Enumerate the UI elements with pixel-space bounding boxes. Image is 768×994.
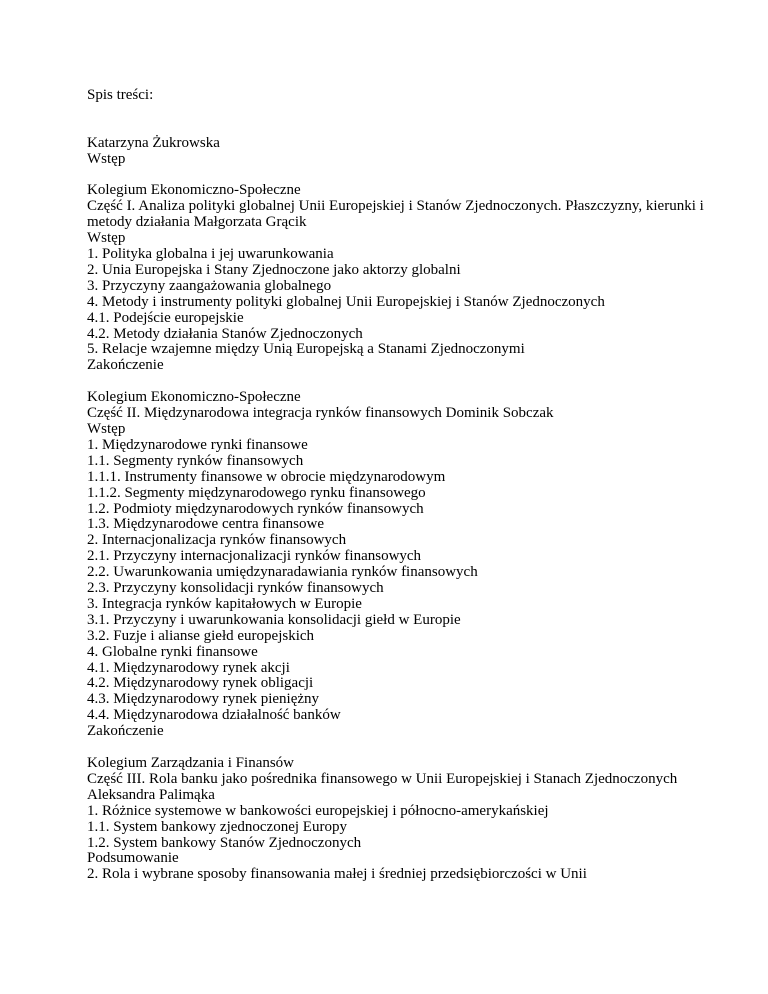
toc-line: 5. Relacje wzajemne między Unią Europejską a Stanami Zjednoczonymi [87, 341, 525, 358]
toc-line: Kolegium Ekonomiczno-Społeczne [87, 182, 301, 199]
toc-line: Zakończenie [87, 723, 164, 740]
toc-section-intro [87, 136, 747, 168]
toc-line: 2. Unia Europejska i Stany Zjednoczone jako aktorzy globalni [87, 261, 461, 278]
toc-section-part-3 [87, 756, 747, 883]
toc-line: Część II. Międzynarodowa integracja rynków finansowych Dominik Sobczak [87, 405, 554, 422]
toc-line: Katarzyna Żukrowska [87, 134, 220, 151]
toc-line: 3. Integracja rynków kapitałowych w Europie [87, 595, 362, 612]
toc-line: 3. Przyczyny zaangażowania globalnego [87, 277, 332, 294]
toc-line: Kolegium Ekonomiczno-Społeczne [87, 389, 301, 406]
toc-line: 4.1. Międzynarodowy rynek akcji [87, 659, 290, 676]
toc-line: 1. Różnice systemowe w bankowości europejskiej i północno-amerykańskiej [87, 802, 549, 819]
toc-line: 1.1.2. Segmenty międzynarodowego rynku finansowego [87, 484, 426, 501]
toc-line: Wstęp [87, 150, 126, 167]
toc-line: 1. Polityka globalna i jej uwarunkowania [87, 246, 334, 263]
toc-line: Część III. Rola banku jako pośrednika finansowego w Unii Europejskiej i Stanach Zjednoczonych Aleksandra Palimąka [87, 770, 678, 803]
toc-line: Wstęp [87, 230, 126, 247]
toc-line: 1.3. Międzynarodowe centra finansowe [87, 516, 324, 533]
toc-line: Kolegium Zarządzania i Finansów [87, 755, 295, 771]
toc-line: 1.1. Segmenty rynków finansowych [87, 452, 304, 469]
spacer [87, 104, 747, 136]
toc-line: 4. Globalne rynki finansowe [87, 643, 258, 660]
page-title: Spis treści: [87, 87, 154, 103]
toc-line: 4.1. Podejście europejskie [87, 309, 244, 326]
toc-line: Podsumowanie [87, 850, 179, 867]
toc-line: 4.2. Międzynarodowy rynek obligacji [87, 675, 314, 692]
toc-line: 4.4. Międzynarodowa działalność banków [87, 707, 341, 724]
toc-line: 3.2. Fuzje i alianse giełd europejskich [87, 627, 315, 644]
toc-line: 3.1. Przyczyny i uwarunkowania konsolidacji giełd w Europie [87, 611, 461, 628]
toc-line: 4. Metody i instrumenty polityki globalnej Unii Europejskiej i Stanów Zjednoczonych [87, 293, 605, 310]
toc-line: 2.3. Przyczyny konsolidacji rynków finansowych [87, 580, 384, 597]
toc-line: Zakończenie [87, 357, 164, 374]
toc-line: 4.3. Międzynarodowy rynek pieniężny [87, 691, 320, 708]
toc-line: 1.2. Podmioty międzynarodowych rynków finansowych [87, 500, 424, 517]
toc-line: 2. Internacjonalizacja rynków finansowych [87, 532, 347, 549]
toc-section-part-2 [87, 390, 747, 740]
toc-line: Wstęp [87, 420, 126, 437]
toc-line: 4.2. Metody działania Stanów Zjednoczonych [87, 325, 363, 342]
toc-section-part-1 [87, 183, 747, 374]
toc-line: 1.1. System bankowy zjednoczonej Europy [87, 818, 347, 835]
toc-line: Część I. Analiza polityki globalnej Unii Europejskiej i Stanów Zjednoczonych. Płaszczyzny, kierunki i metody działania Małgorzata Grącik [87, 198, 704, 231]
document-body [87, 88, 747, 899]
toc-line: 2.1. Przyczyny internacjonalizacji rynków finansowych [87, 548, 422, 565]
toc-line: 1.2. System bankowy Stanów Zjednoczonych [87, 834, 362, 851]
toc-line: 1.1.1. Instrumenty finansowe w obrocie międzynarodowym [87, 468, 446, 485]
toc-line: 1. Międzynarodowe rynki finansowe [87, 436, 308, 453]
toc-line: 2.2. Uwarunkowania umiędzynaradawiania rynków finansowych [87, 564, 478, 581]
toc-line: 2. Rola i wybrane sposoby finansowania małej i średniej przedsiębiorczości w Unii [87, 866, 587, 883]
